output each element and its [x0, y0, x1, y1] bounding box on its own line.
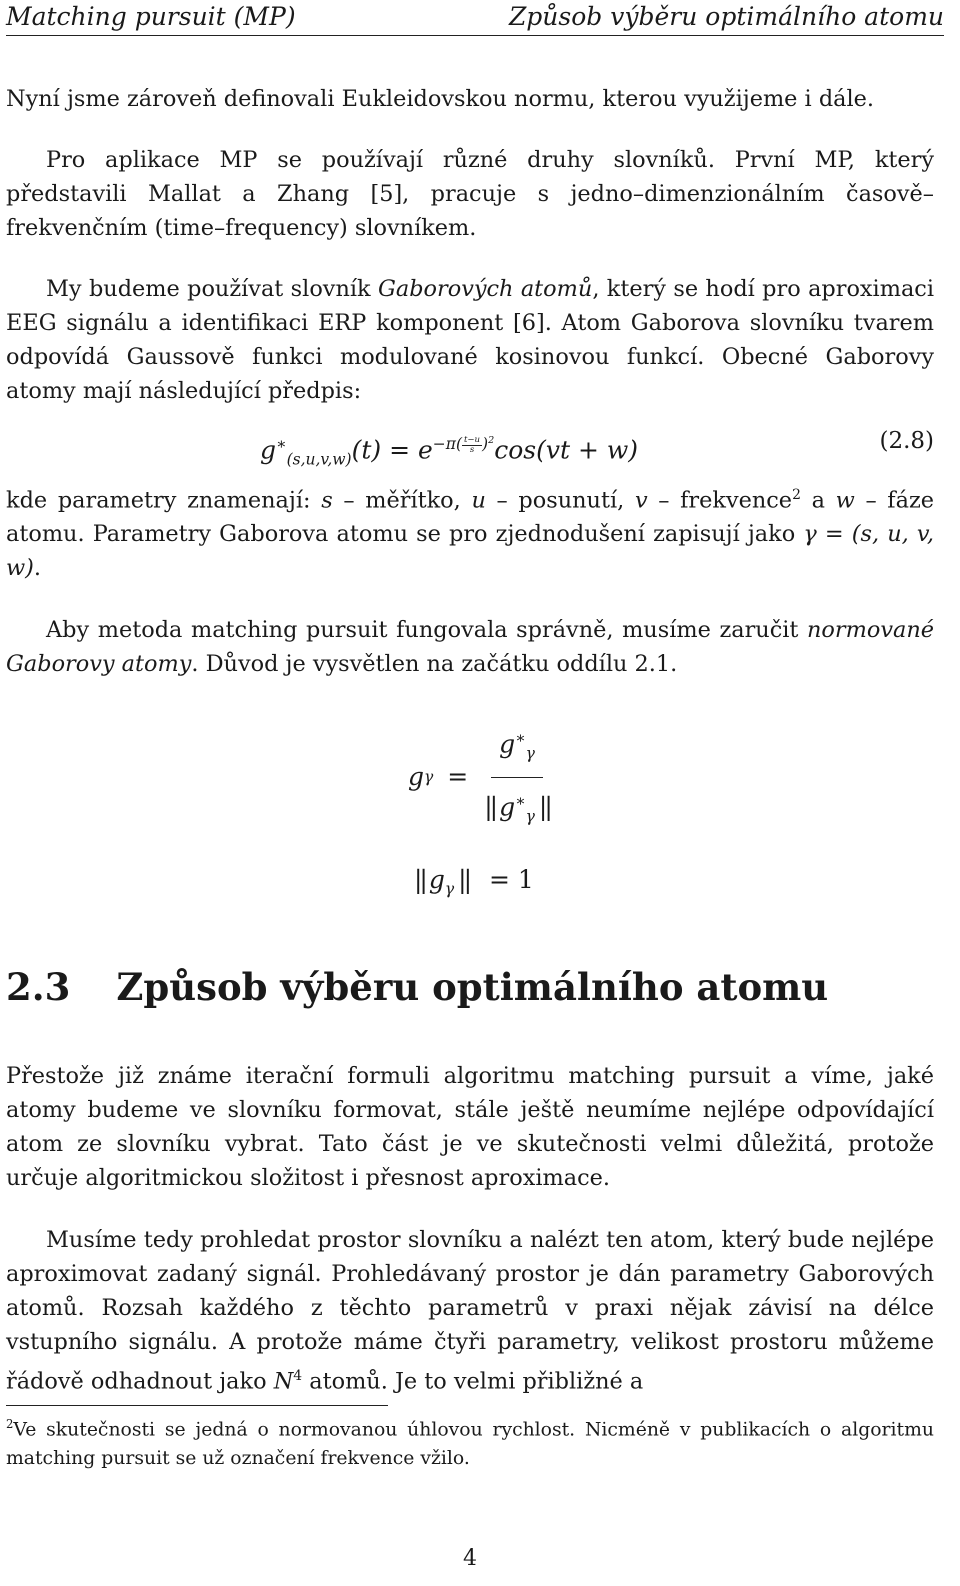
paragraph-3 [6, 272, 934, 408]
p4-gamma-def: γ = (s, u, v, w) [6, 521, 934, 582]
paragraph-3-text-a: My budeme používat slovník [46, 276, 378, 302]
norm-lhs-sub: γ [424, 768, 434, 787]
paragraph-1: Nyní jsme zároveň definovali Eukleidovskou normu, kterou využijeme i dále. [6, 86, 875, 112]
unit-rhs: = 1 [488, 865, 534, 895]
eq-exp-close: ) [482, 435, 489, 454]
p4-text-b: – měřítko, [332, 487, 472, 514]
norm-num-sub: γ [525, 744, 535, 763]
paragraph-3-text-b: , který se hodí pro aproximaci EEG signálu a identifikaci ERP komponent [6]. Atom Gaborova slovníku tvarem odpovídá Gaussově funkci modulované kosinovou funkcí. Obecné Gaborovy atomy mají následující předpis: [6, 276, 935, 404]
paragraph-5 [6, 613, 934, 681]
eq-cos-term: cos(vt + w) [494, 435, 639, 465]
unit-sub: γ [444, 880, 455, 899]
eq-lhs-rest: (t) = e [351, 435, 433, 465]
eq-frac-den: s [469, 444, 475, 455]
norm-num-g: g [499, 729, 516, 759]
norm-equals: = [447, 762, 469, 792]
norm-den-sub: γ [525, 807, 535, 826]
equation-2-8-body [260, 424, 638, 476]
footnote-text: Ve skutečnosti se jedná o normovanou úhlovou rychlost. Nicméně v publikacích o algoritmu matching pursuit se už označení frekvence vžilo. [6, 1419, 934, 1470]
footnote-ref: 2 [792, 487, 801, 503]
eq-exponent [433, 435, 494, 453]
section-heading [6, 961, 934, 1013]
footnote-mark: 2 [6, 1417, 14, 1431]
running-head-right: Způsob výběru optimálního atomu [508, 2, 944, 31]
norm-fraction [480, 721, 554, 833]
paragraph-3-emphasis: Gaborových atomů [377, 276, 593, 302]
p4-text-d: – frekvence [647, 487, 793, 514]
p7-var-N: N [273, 1368, 294, 1395]
p5-text-b: . Důvod je vysvětlen na začátku oddílu 2.1. [191, 651, 678, 678]
equation-unit-norm [410, 863, 534, 906]
norm-lhs-g: g [408, 762, 425, 792]
eq-exp-open: −π( [432, 435, 462, 454]
eq-exp-square: 2 [488, 435, 495, 446]
unit-g: g [428, 865, 445, 895]
p4-end: . [33, 555, 42, 582]
p4-text-c: – posunutí, [485, 487, 635, 514]
p4-text-a: kde parametry znamenají: [6, 487, 322, 514]
p7-text-a: Musíme tedy prohledat prostor slovníku a nalézt ten atom, který bude nejlépe aproximovat zadaný signál. Prohledávaný prostor je dán parametry Gaborových atomů. Rozsah každého z těchto parametrů v praxi nějak závisí na délce vstupního signálu. A protože máme čtyři parametry, velikost prostoru můžeme řádově odhadnout jako [6, 1227, 934, 1395]
equation-normalized-atom [408, 721, 554, 833]
unit-bar-right: || [458, 865, 469, 895]
norm-num-star: ∗ [515, 729, 526, 748]
eq-frac-num: t−u [464, 435, 481, 446]
unit-bar-left: || [414, 865, 425, 895]
p4-var-v: v [634, 487, 648, 514]
p4-var-u: u [471, 487, 486, 514]
paragraph-4 [6, 478, 934, 585]
eq-subscript: (s,u,v,w) [286, 450, 352, 469]
running-head [6, 2, 944, 36]
norm-numerator [491, 721, 543, 777]
norm-denominator [480, 778, 554, 833]
footnote [6, 1410, 934, 1473]
paragraph-7 [6, 1223, 934, 1398]
page-body [6, 82, 934, 1399]
norm-bar-left: || [484, 792, 496, 822]
section-number: 2.3 [6, 965, 71, 1010]
equation-2-8 [6, 410, 934, 478]
norm-den-g: g [499, 792, 516, 822]
p5-emphasis: normované Gaborovy atomy [6, 617, 934, 678]
eq-star: ∗ [276, 435, 287, 454]
p7-text-b: atomů. Je to velmi přibližné a [302, 1368, 644, 1395]
paragraph-2: Pro aplikace MP se používají různé druhy slovníků. První MP, který představili Mallat a Zhang [5], pracuje s jedno–dimenzionálním časově–frekvenčním (time–frequency) slovníkem. [6, 147, 934, 241]
p4-var-s: s [321, 487, 333, 514]
running-head-left: Matching pursuit (MP) [6, 2, 296, 31]
norm-bar-right: || [538, 792, 550, 822]
equation-number: (2.8) [879, 428, 934, 454]
eq-g: g [260, 435, 277, 465]
page-number: 4 [463, 1546, 477, 1571]
p4-text-e: a [800, 487, 836, 514]
eq-exp-fraction [462, 436, 482, 454]
p7-exponent: 4 [293, 1368, 303, 1385]
normalization-equations [6, 687, 934, 937]
footnote-rule [6, 1405, 388, 1406]
p5-text-a: Aby metoda matching pursuit fungovala správně, musíme zaručit [46, 617, 807, 644]
section-title: Způsob výběru optimálního atomu [116, 965, 829, 1010]
paragraph-6: Přestože již známe iterační formuli algoritmu matching pursuit a víme, jaké atomy budeme ve slovníku formovat, stále ještě neumíme nejlépe odpovídající atom ze slovníku vybrat. Tato část je ve skutečnosti velmi důležitá, protože určuje algoritmickou složitost i přesnost aproximace. [6, 1063, 934, 1192]
p4-var-w: w [835, 487, 855, 514]
norm-den-star: ∗ [515, 791, 526, 810]
p4-text-f: – fáze atomu. Parametry Gaborova atomu se pro zjednodušení zapisují jako [6, 487, 934, 548]
